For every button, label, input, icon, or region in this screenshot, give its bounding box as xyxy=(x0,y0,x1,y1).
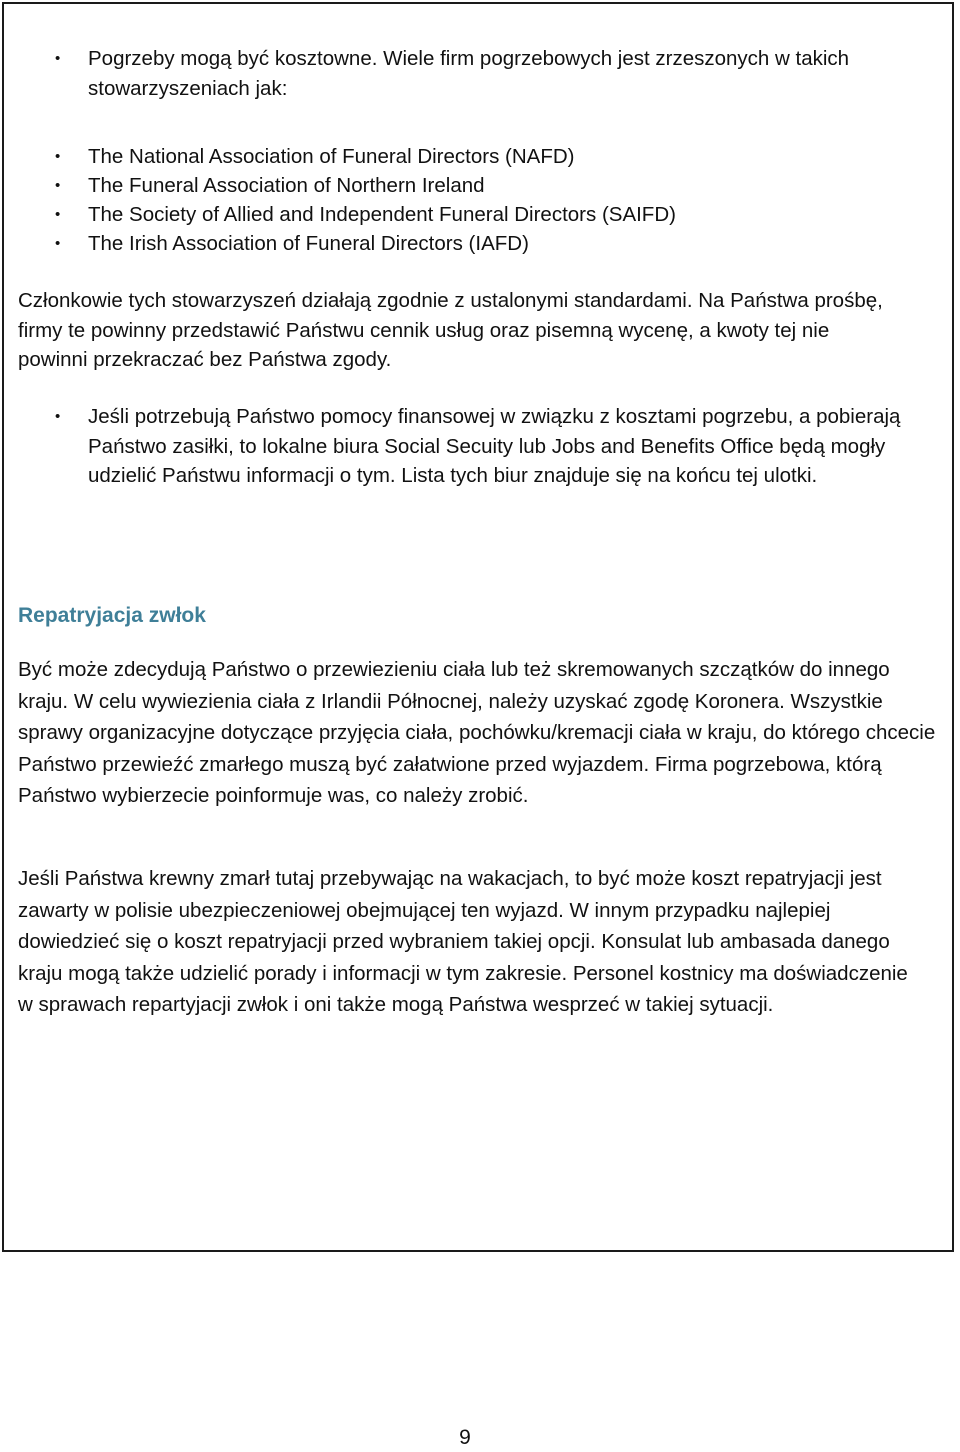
bullet-dot: • xyxy=(55,177,61,194)
repatriation-paragraph-1: Być może zdecydują Państwo o przewiezieniu ciała lub też skremowanych szczątków do innego kraju. W celu wywiezienia ciała z Irlandii Północnej, należy uzyskać zgodę Koronera. Wszystkie sprawy organizacyjne dotyczące przyjęcia ciała, pochówku/kremacji ciała w kraju, do którego chcecie Państwo przewieźć zmarłego muszą być załatwione przed wyjazdem. Firma pogrzebowa, którą Państwo wybierzecie poinformuje was, co należy zrobić. xyxy=(18,658,936,807)
association-item: The Society of Allied and Independent Funeral Directors (SAIFD) xyxy=(88,203,676,226)
bullet-dot: • xyxy=(55,148,61,165)
bullet-dot: • xyxy=(55,206,61,223)
intro-bullet-text: Pogrzeby mogą być kosztowne. Wiele firm pogrzebowych jest zrzeszonych w takich stowarzyszeniach jak: xyxy=(88,47,850,100)
bullet-dot: • xyxy=(55,50,61,67)
association-item: The Funeral Association of Northern Ireland xyxy=(88,174,485,197)
bullet-dot: • xyxy=(55,408,61,425)
help-bullet-text: Jeśli potrzebują Państwo pomocy finansowej w związku z kosztami pogrzebu, a pobierają Państwo zasiłki, to lokalne biura Social Secuity lub Jobs and Benefits Office będą mogły udzielić Państwu informacji o tym. Lista tych biur znajduje się na końcu tej ulotki. xyxy=(88,405,901,487)
association-item: The Irish Association of Funeral Directors (IAFD) xyxy=(88,232,529,255)
bullet-dot: • xyxy=(55,235,61,252)
page-number: 9 xyxy=(459,1426,471,1449)
members-paragraph: Członkowie tych stowarzyszeń działają zgodnie z ustalonymi standardami. Na Państwa prośbę, firmy te powinny przedstawić Państwu cennik usług oraz pisemną wycenę, a kwoty tej nie powinni przekraczać bez Państwa zgody. xyxy=(18,289,883,371)
repatriation-paragraph-2: Jeśli Państwa krewny zmarł tutaj przebywając na wakacjach, to być może koszt repatryjacji jest zawarty w polisie ubezpieczeniowej obejmującej ten wyjazd. W innym przypadku najlepiej dowiedzieć się o koszt repatryjacji przed wybraniem takiej opcji. Konsulat lub ambasada danego kraju mogą także udzielić porady i informacji w tym zakresie. Personel kostnicy ma doświadczenie w sprawach repartyjacji zwłok i oni także mogą Państwa wesprzeć w takiej sytuacji. xyxy=(18,867,908,1016)
association-item: The National Association of Funeral Directors (NAFD) xyxy=(88,145,575,168)
section-heading: Repatryjacja zwłok xyxy=(18,604,206,627)
